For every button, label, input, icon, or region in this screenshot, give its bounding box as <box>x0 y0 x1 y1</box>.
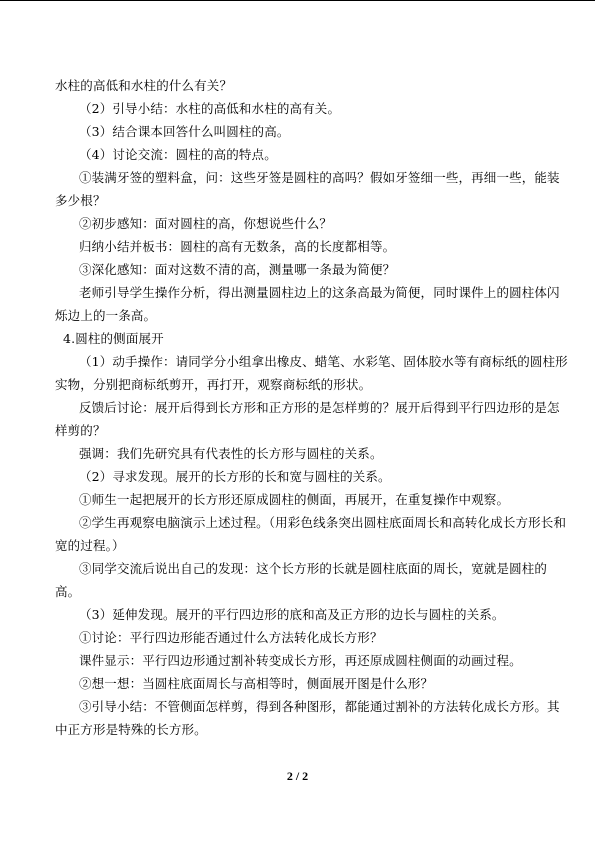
text-line: 多少根？ <box>55 193 106 208</box>
text-line: （3）结合课本回答什么叫圆柱的高。 <box>79 124 290 139</box>
text-line: ①装满牙签的塑料盒，问：这些牙签是圆柱的高吗？假如牙签细一些，再细一些，能装 <box>79 170 560 185</box>
text-line: （1）动手操作：请同学分小组拿出橡皮、蜡笔、水彩笔、固体胶水等有商标纸的圆柱形 <box>79 354 568 369</box>
text-line: 样剪的？ <box>55 423 106 438</box>
text-line: ③引导小结：不管侧面怎样剪，得到各种图形，都能通过割补的方法转化成长方形。其 <box>79 699 560 714</box>
text-line: ②初步感知：面对圆柱的高，你想说些什么？ <box>79 216 333 231</box>
text-line: 中正方形是特殊的长方形。 <box>55 722 207 737</box>
text-line: 烁边上的一条高。 <box>55 308 157 323</box>
section-heading: 4.圆柱的侧面展开 <box>63 331 164 346</box>
text-line: （2）引导小结：水柱的高低和水柱的高有关。 <box>79 101 341 116</box>
text-line: ①讨论：平行四边形能否通过什么方法转化成长方形？ <box>79 630 383 645</box>
text-line: ①师生一起把展开的长方形还原成圆柱的侧面，再展开，在重复操作中观察。 <box>79 492 510 507</box>
text-line: 宽的过程。） <box>55 538 125 553</box>
text-line: 反馈后讨论：展开后得到长方形和正方形的是怎样剪的？展开后得到平行四边形的是怎 <box>79 400 560 415</box>
text-line: （4）讨论交流：圆柱的高的特点。 <box>79 147 277 162</box>
text-line: 老师引导学生操作分析，得出测量圆柱边上的这条高最为简便，同时课件上的圆柱体闪 <box>79 285 560 300</box>
text-line: （2）寻求发现。展开的长方形的长和宽与圆柱的关系。 <box>79 469 391 484</box>
text-line: （3）延伸发现。展开的平行四边形的底和高及正方形的边长与圆柱的关系。 <box>79 607 505 622</box>
text-line: 水柱的高低和水柱的什么有关？ <box>55 78 233 93</box>
text-line: ②学生再观察电脑演示上述过程。（用彩色线条突出圆柱底面周长和高转化成长方形长和 <box>79 515 567 530</box>
text-line: 归纳小结并板书：圆柱的高有无数条，高的长度都相等。 <box>79 239 396 254</box>
page-number: 2 / 2 <box>286 769 309 783</box>
text-line: ②想一想：当圆柱底面周长与高相等时，侧面展开图是什么形？ <box>79 676 434 691</box>
text-line: ③深化感知：面对这数不清的高，测量哪一条最为简便？ <box>79 262 396 277</box>
text-line: 强调：我们先研究具有代表性的长方形与圆柱的关系。 <box>79 446 383 461</box>
text-line: 课件显示：平行四边形通过割补转变成长方形，再还原成圆柱侧面的动画过程。 <box>79 653 522 668</box>
text-line: 高。 <box>55 584 81 599</box>
text-line: 实物，分别把商标纸剪开，再打开，观察商标纸的形状。 <box>55 377 372 392</box>
header-rule <box>0 0 595 1</box>
text-line: ③同学交流后说出自己的发现：这个长方形的长就是圆柱底面的周长，宽就是圆柱的 <box>79 561 548 576</box>
